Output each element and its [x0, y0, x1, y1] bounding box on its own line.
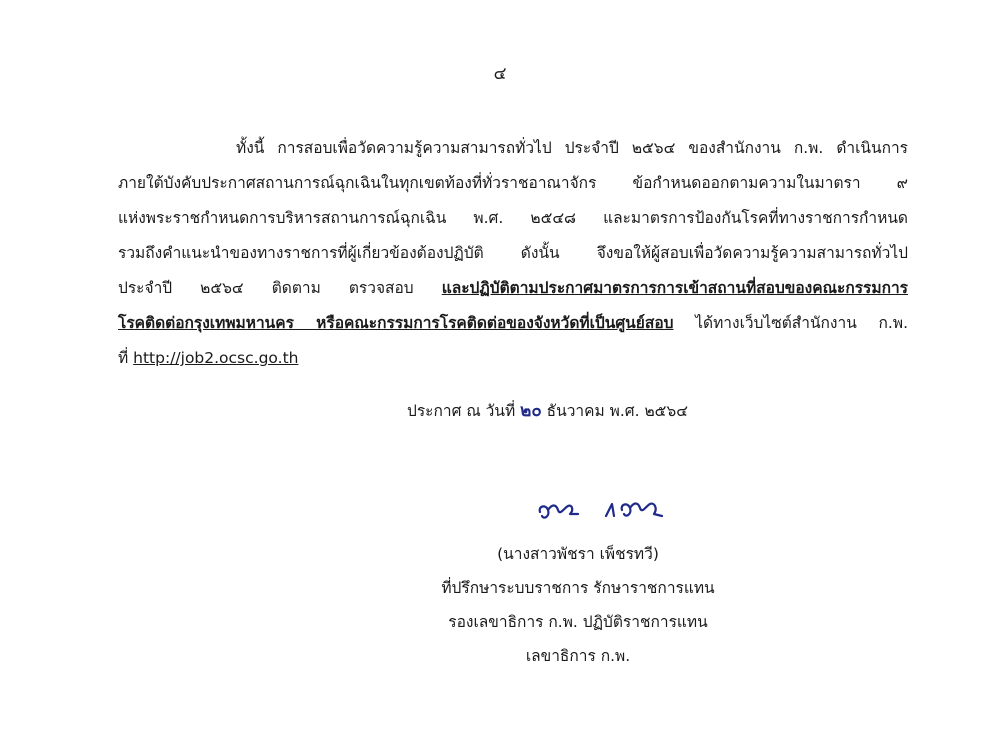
paragraph-line-5-text: ประจำปี ๒๕๖๔ ติดตาม ตรวจสอบ [118, 279, 414, 297]
signer-position-3: เลขาธิการ ก.พ. [525, 647, 631, 665]
website-link[interactable]: http://job2.ocsc.go.th [133, 349, 299, 367]
signer-block [388, 537, 768, 673]
handwritten-signature [528, 490, 678, 530]
announcement-prefix: ประกาศ ณ วันที่ [407, 402, 516, 420]
paragraph-line-3: แห่งพระราชกำหนดการบริหารสถานการณ์ฉุกเฉิน พ.ศ. ๒๕๔๘ และมาตรการป้องกันโรคที่ทางราชการกำหนด [118, 209, 908, 227]
emphasis-text-1: และปฏิบัติตามประกาศมาตรการการเข้าสถานที่สอบของคณะกรรมการ [441, 279, 908, 297]
signer-position-2: รองเลขาธิการ ก.พ. ปฏิบัติราชการแทน [448, 613, 708, 631]
signer-name: (นางสาวพัชรา เพ็ชรทวี) [497, 545, 659, 563]
announcement-day: ๒๐ [520, 401, 542, 421]
paragraph-line-7 [118, 341, 908, 376]
paragraph-line-2: ภายใต้บังคับประกาศสถานการณ์ฉุกเฉินในทุกเขตท้องที่ทั่วราชอาณาจักร ข้อกำหนดออกตามความในมาตรา ๙ [118, 174, 908, 192]
paragraph-line-1: ทั้งนี้ การสอบเพื่อวัดความรู้ความสามารถทั่วไป ประจำปี ๒๕๖๔ ของสำนักงาน ก.พ. ดำเนินการ [236, 139, 908, 157]
paragraph-line-6-text: ได้ทางเว็บไซต์สำนักงาน ก.พ. [695, 314, 908, 332]
paragraph-line-4: รวมถึงคำแนะนำของทางราชการที่ผู้เกี่ยวข้องต้องปฏิบัติ ดังนั้น จึงขอให้ผู้สอบเพื่อวัดความรู้ความสามารถทั่วไป [118, 244, 908, 262]
body-paragraph [118, 131, 908, 376]
announcement-date [407, 397, 688, 425]
announcement-suffix: ธันวาคม พ.ศ. ๒๕๖๔ [546, 402, 688, 420]
url-prefix: ที่ [118, 349, 129, 367]
paragraph-line-5 [118, 271, 908, 306]
emphasis-text-2: โรคติดต่อกรุงเทพมหานคร หรือคณะกรรมการโรคติดต่อของจังหวัดที่เป็นศูนย์สอบ [118, 314, 674, 332]
signer-position-1: ที่ปรึกษาระบบราชการ รักษาราชการแทน [441, 579, 715, 597]
page-number: ๔ [493, 64, 507, 84]
paragraph-line-6 [118, 306, 908, 341]
